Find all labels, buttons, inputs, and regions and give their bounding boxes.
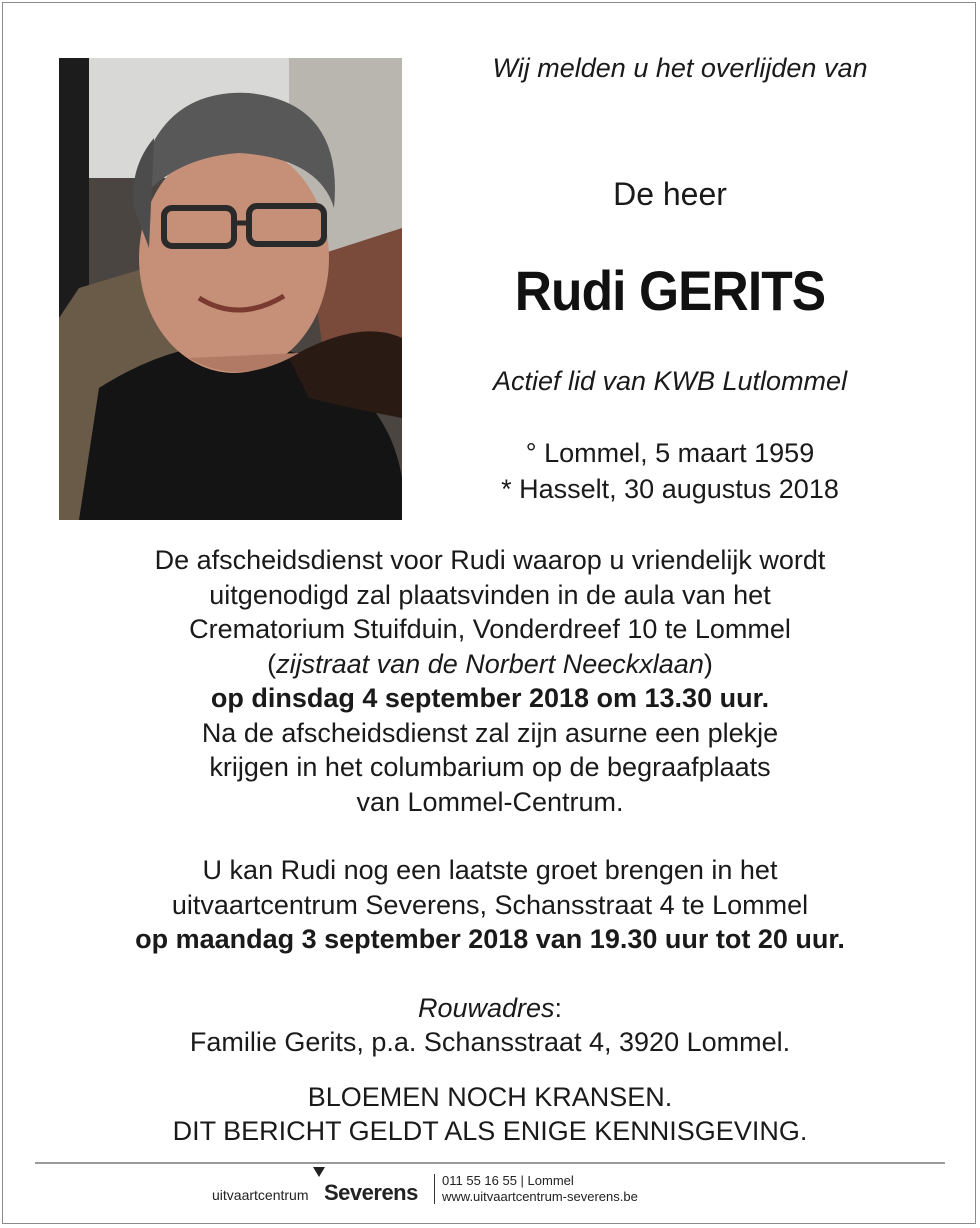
contact-info (442, 1173, 638, 1205)
service-line-2: uitgenodigd zal plaatsvinden in de aula van het (209, 579, 771, 610)
paren-open: ( (267, 648, 277, 679)
notice-line-2: DIT BERICHT GELDT ALS ENIGE KENNISGEVING. (172, 1116, 808, 1146)
website-link[interactable]: www.uitvaartcentrum-severens.be (442, 1189, 638, 1204)
service-line-3: Crematorium Stuifduin, Vonderdreef 10 te Lommel (189, 614, 791, 644)
membership-line: Actief lid van KWB Lutlommel (492, 366, 848, 396)
logo-big-text: Severens (324, 1180, 418, 1205)
footer (0, 1170, 980, 1220)
notice-body (30, 543, 950, 1149)
phone-line: 011 55 16 55 | Lommel (442, 1173, 574, 1188)
birth-line: ° Lommel, 5 maart 1959 (525, 438, 815, 468)
life-dates (420, 435, 920, 507)
service-date: op dinsdag 4 september 2018 om 13.30 uur. (210, 683, 770, 713)
footer-divider-line (35, 1162, 945, 1164)
service-line-6: krijgen in het columbarium op de begraafplaats (209, 752, 771, 782)
paren-close: ) (703, 648, 713, 679)
street-note: zijstraat van de Norbert Neeckxlaan (276, 648, 704, 679)
intro-line: Wij melden u het overlijden van (492, 53, 868, 83)
address-colon: : (554, 992, 563, 1023)
address-label-line (30, 991, 950, 1026)
service-line-5: Na de afscheidsdienst zal zijn asurne een plekje (201, 717, 779, 748)
portrait-photo (59, 58, 402, 520)
death-line: * Hasselt, 30 augustus 2018 (501, 474, 839, 504)
service-line-1: De afscheidsdienst voor Rudi waarop u vriendelijk wordt (154, 545, 826, 575)
visit-line-2: uitvaartcentrum Severens, Schansstraat 4 te Lommel (171, 889, 809, 920)
visit-line-1: U kan Rudi nog een laatste groet brengen in het (202, 855, 778, 885)
address-value: Familie Gerits, p.a. Schansstraat 4, 3920 Lommel. (189, 1027, 791, 1057)
deceased-name: Rudi GERITS (514, 259, 826, 322)
logo-triangle-icon (313, 1167, 325, 1177)
logo-small-text: uitvaartcentrum (212, 1187, 309, 1203)
service-line-4 (30, 647, 950, 682)
footer-vertical-divider (434, 1174, 435, 1204)
notice-line-1: BLOEMEN NOCH KRANSEN. (307, 1081, 673, 1112)
address-label: Rouwadres (417, 992, 555, 1023)
service-line-7: van Lommel-Centrum. (356, 786, 624, 817)
honorific: De heer (613, 176, 727, 212)
visit-date: op maandag 3 september 2018 van 19.30 uur tot 20 uur. (135, 924, 845, 954)
